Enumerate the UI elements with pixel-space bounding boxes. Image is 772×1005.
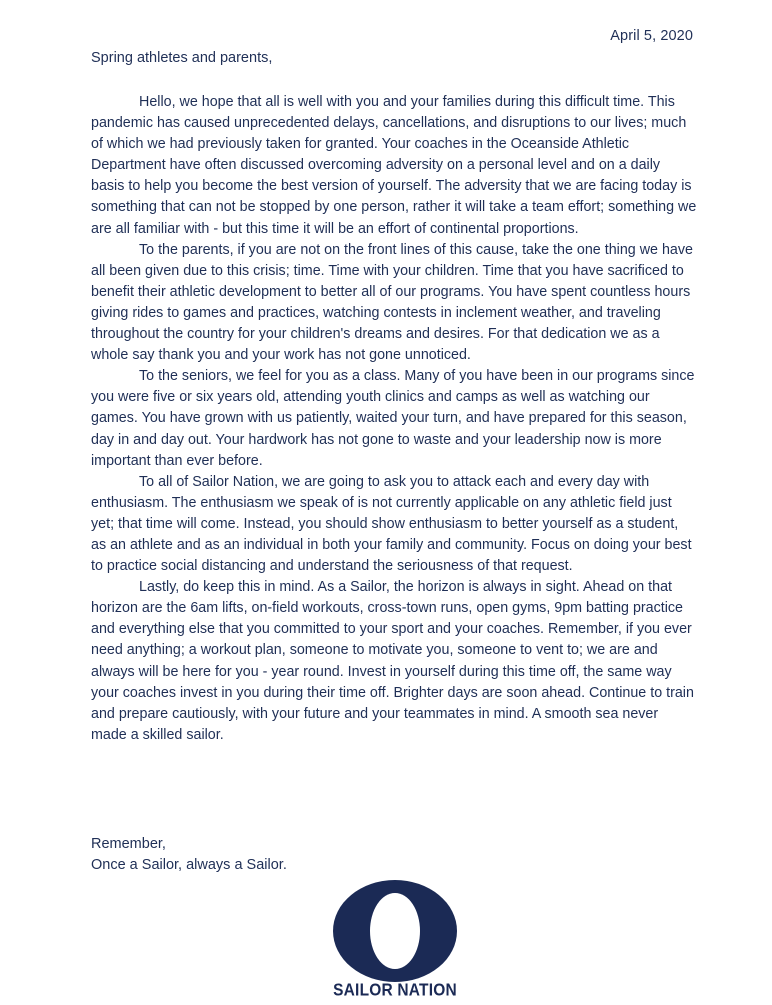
letter-date: April 5, 2020 — [610, 28, 693, 44]
body-paragraph: To the parents, if you are not on the front lines of this cause, take the one thing we have all been given due to this crisis; time. Time with your children. Time that you have sacrificed to benefit their athletic development to better all of our programs. You have spent countless hours giving rides to games and practices, watching contests in inclement weather, and traveling throughout the country for your children's dreams and desires. For that dedication we as a whole say thank you and your work has not gone unnoticed. — [91, 241, 693, 364]
letter-closing — [91, 834, 287, 876]
sailor-nation-logo — [320, 876, 470, 1002]
closing-signoff: Once a Sailor, always a Sailor. — [91, 857, 287, 873]
body-paragraph: Lastly, do keep this in mind. As a Sailor, the horizon is always in sight. Ahead on that horizon are the 6am lifts, on-field workouts, cross-town runs, open gyms, 9pm batting practice and everything else that you committed to your sport and your coaches. Remember, if you ever need anything; a workout plan, someone to motivate you, someone to vent to; we are and always will be here for you - year round. Invest in yourself during this time off, the same way your coaches invest in you during their time off. Brighter days are soon ahead. Continue to train and prepare cautiously, with your future and your teammates in mind. A smooth sea never made a skilled sailor. — [91, 579, 694, 743]
logo-wordmark: SAILOR NATION — [333, 980, 457, 1001]
body-paragraph: To the seniors, we feel for you as a class. Many of you have been in our programs since you were five or six years old, attending youth clinics and camps as well as watching our games. You have grown with us patiently, waited your turn, and have prepared for this season, day in and day out. Your hardwork has not gone to waste and your leadership now is more important than ever before. — [91, 368, 695, 469]
letter-body — [91, 92, 697, 746]
o-letter-emblem — [320, 876, 470, 984]
body-paragraph: Hello, we hope that all is well with you and your families during this difficult time. This pandemic has caused unprecedented delays, cancellations, and disruptions to our lives; much of which we had previously taken for granted. Your coaches in the Oceanside Athletic Department have often discussed overcoming adversity on a personal level and on a daily basis to help you become the best version of yourself. The adversity that we are facing today is something that can not be stopped by one person, rather it will take a team effort; something we are all familiar with - but this time it will be an effort of continental proportions. — [91, 94, 697, 237]
body-paragraph: To all of Sailor Nation, we are going to ask you to attack each and every day with enthusiasm. The enthusiasm we speak of is not currently applicable on any athletic field just yet; that time will come. Instead, you should show enthusiasm to better yourself as a student, as an athlete and as an individual in both your family and community. Focus on doing your best to practice social distancing and understand the seriousness of that request. — [91, 473, 692, 575]
closing-line: Remember, — [91, 836, 166, 852]
letter-salutation: Spring athletes and parents, — [91, 50, 273, 66]
